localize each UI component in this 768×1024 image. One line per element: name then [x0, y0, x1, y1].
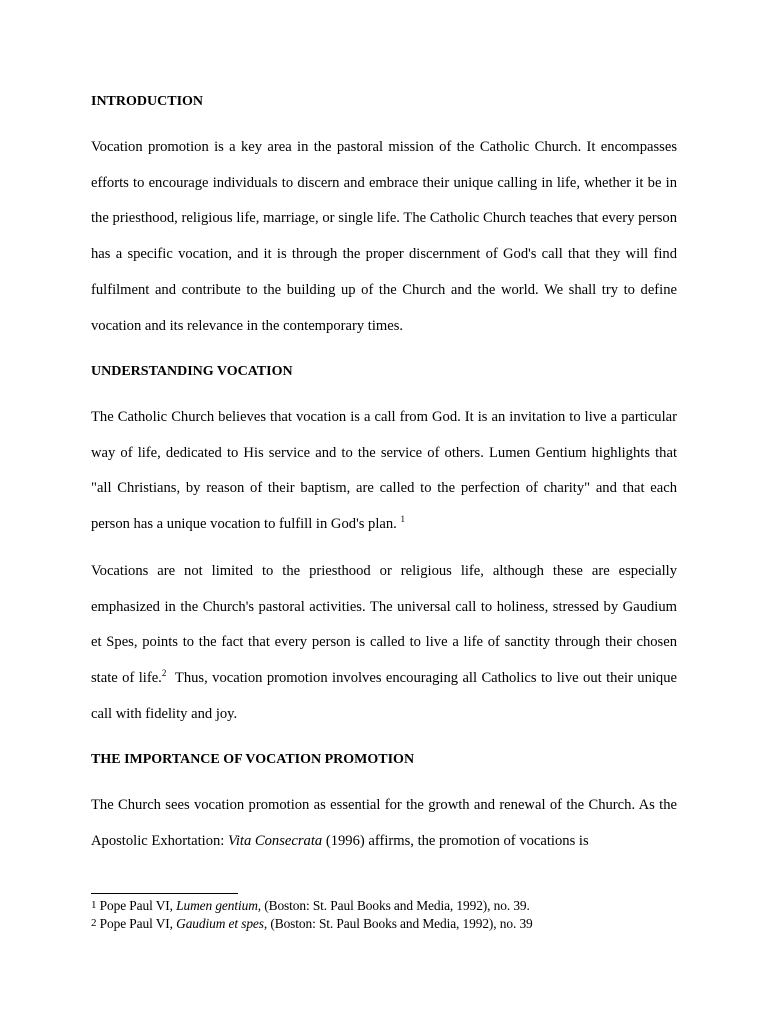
paragraph-importance: [91, 788, 677, 859]
section-heading-understanding-vocation: UNDERSTANDING VOCATION: [91, 364, 293, 379]
paragraph-understanding-vocation-2: [91, 554, 677, 733]
footnote-title-italic: Lumen gentium: [176, 898, 258, 913]
footnote-1: [91, 896, 530, 915]
footnote-separator: [91, 893, 238, 894]
section-heading-importance-of-vocation-promotion: THE IMPORTANCE OF VOCATION PROMOTION: [91, 752, 415, 767]
paragraph-text: The Catholic Church believes that vocation is a call from God. It is an invitation to live a particular way of life, dedicated to His service and to the service of others. Lumen Gentium highlights that "all Christians, by reason of their baptism, are called to the perfection of charity" and that each person has a unique vocation to fulfill in God's plan.: [91, 409, 677, 533]
paragraph-introduction: [91, 130, 677, 344]
footnote-mark: 1: [91, 899, 97, 911]
footnote-text: Pope Paul VI,: [96, 916, 177, 931]
paragraph-text: Thus, vocation promotion involves encouraging all Catholics to live out their unique call with fidelity and joy.: [91, 670, 677, 722]
paragraph-understanding-vocation-1: [91, 400, 677, 543]
footnote-text: , (Boston: St. Paul Books and Media, 1992), no. 39.: [257, 898, 530, 913]
paragraph-text: Vocation promotion is a key area in the pastoral mission of the Catholic Church. It encompasses efforts to encourage individuals to discern and embrace their unique calling in life, whether it be in the priesthood, religious life, marriage, or single life. The Catholic Church teaches that every person has a specific vocation, and it is through the proper discernment of God's call that they will find fulfilment and contribute to the building up of the Church and the world. We shall try to define vocation and its relevance in the contemporary times.: [91, 139, 677, 334]
footnote-mark: 2: [91, 917, 97, 929]
footnote-reference-2[interactable]: 2: [161, 668, 167, 679]
footnote-2: [91, 914, 533, 933]
footnote-title-italic: Gaudium et spes: [176, 916, 264, 931]
paragraph-text: Vocations are not limited to the priesthood or religious life, although these are especially emphasized in the Church's pastoral activities. The universal call to holiness, stressed by Gaudium et Spes, points to the fact that every person is called to live a life of sanctity through their chosen state of life.: [91, 563, 677, 687]
section-heading-introduction: INTRODUCTION: [91, 94, 204, 109]
footnote-text: , (Boston: St. Paul Books and Media, 1992), no. 39: [263, 916, 533, 931]
document-title-italic: Vita Consecrata: [228, 832, 323, 849]
footnote-text: Pope Paul VI,: [96, 898, 177, 913]
footnote-reference-1[interactable]: 1: [400, 514, 405, 525]
paragraph-text: The Church sees vocation promotion as essential for the growth and renewal of the Church. As the Apostolic Exhortation:: [91, 797, 677, 849]
paragraph-text: (1996) affirms, the promotion of vocations is: [322, 832, 589, 849]
